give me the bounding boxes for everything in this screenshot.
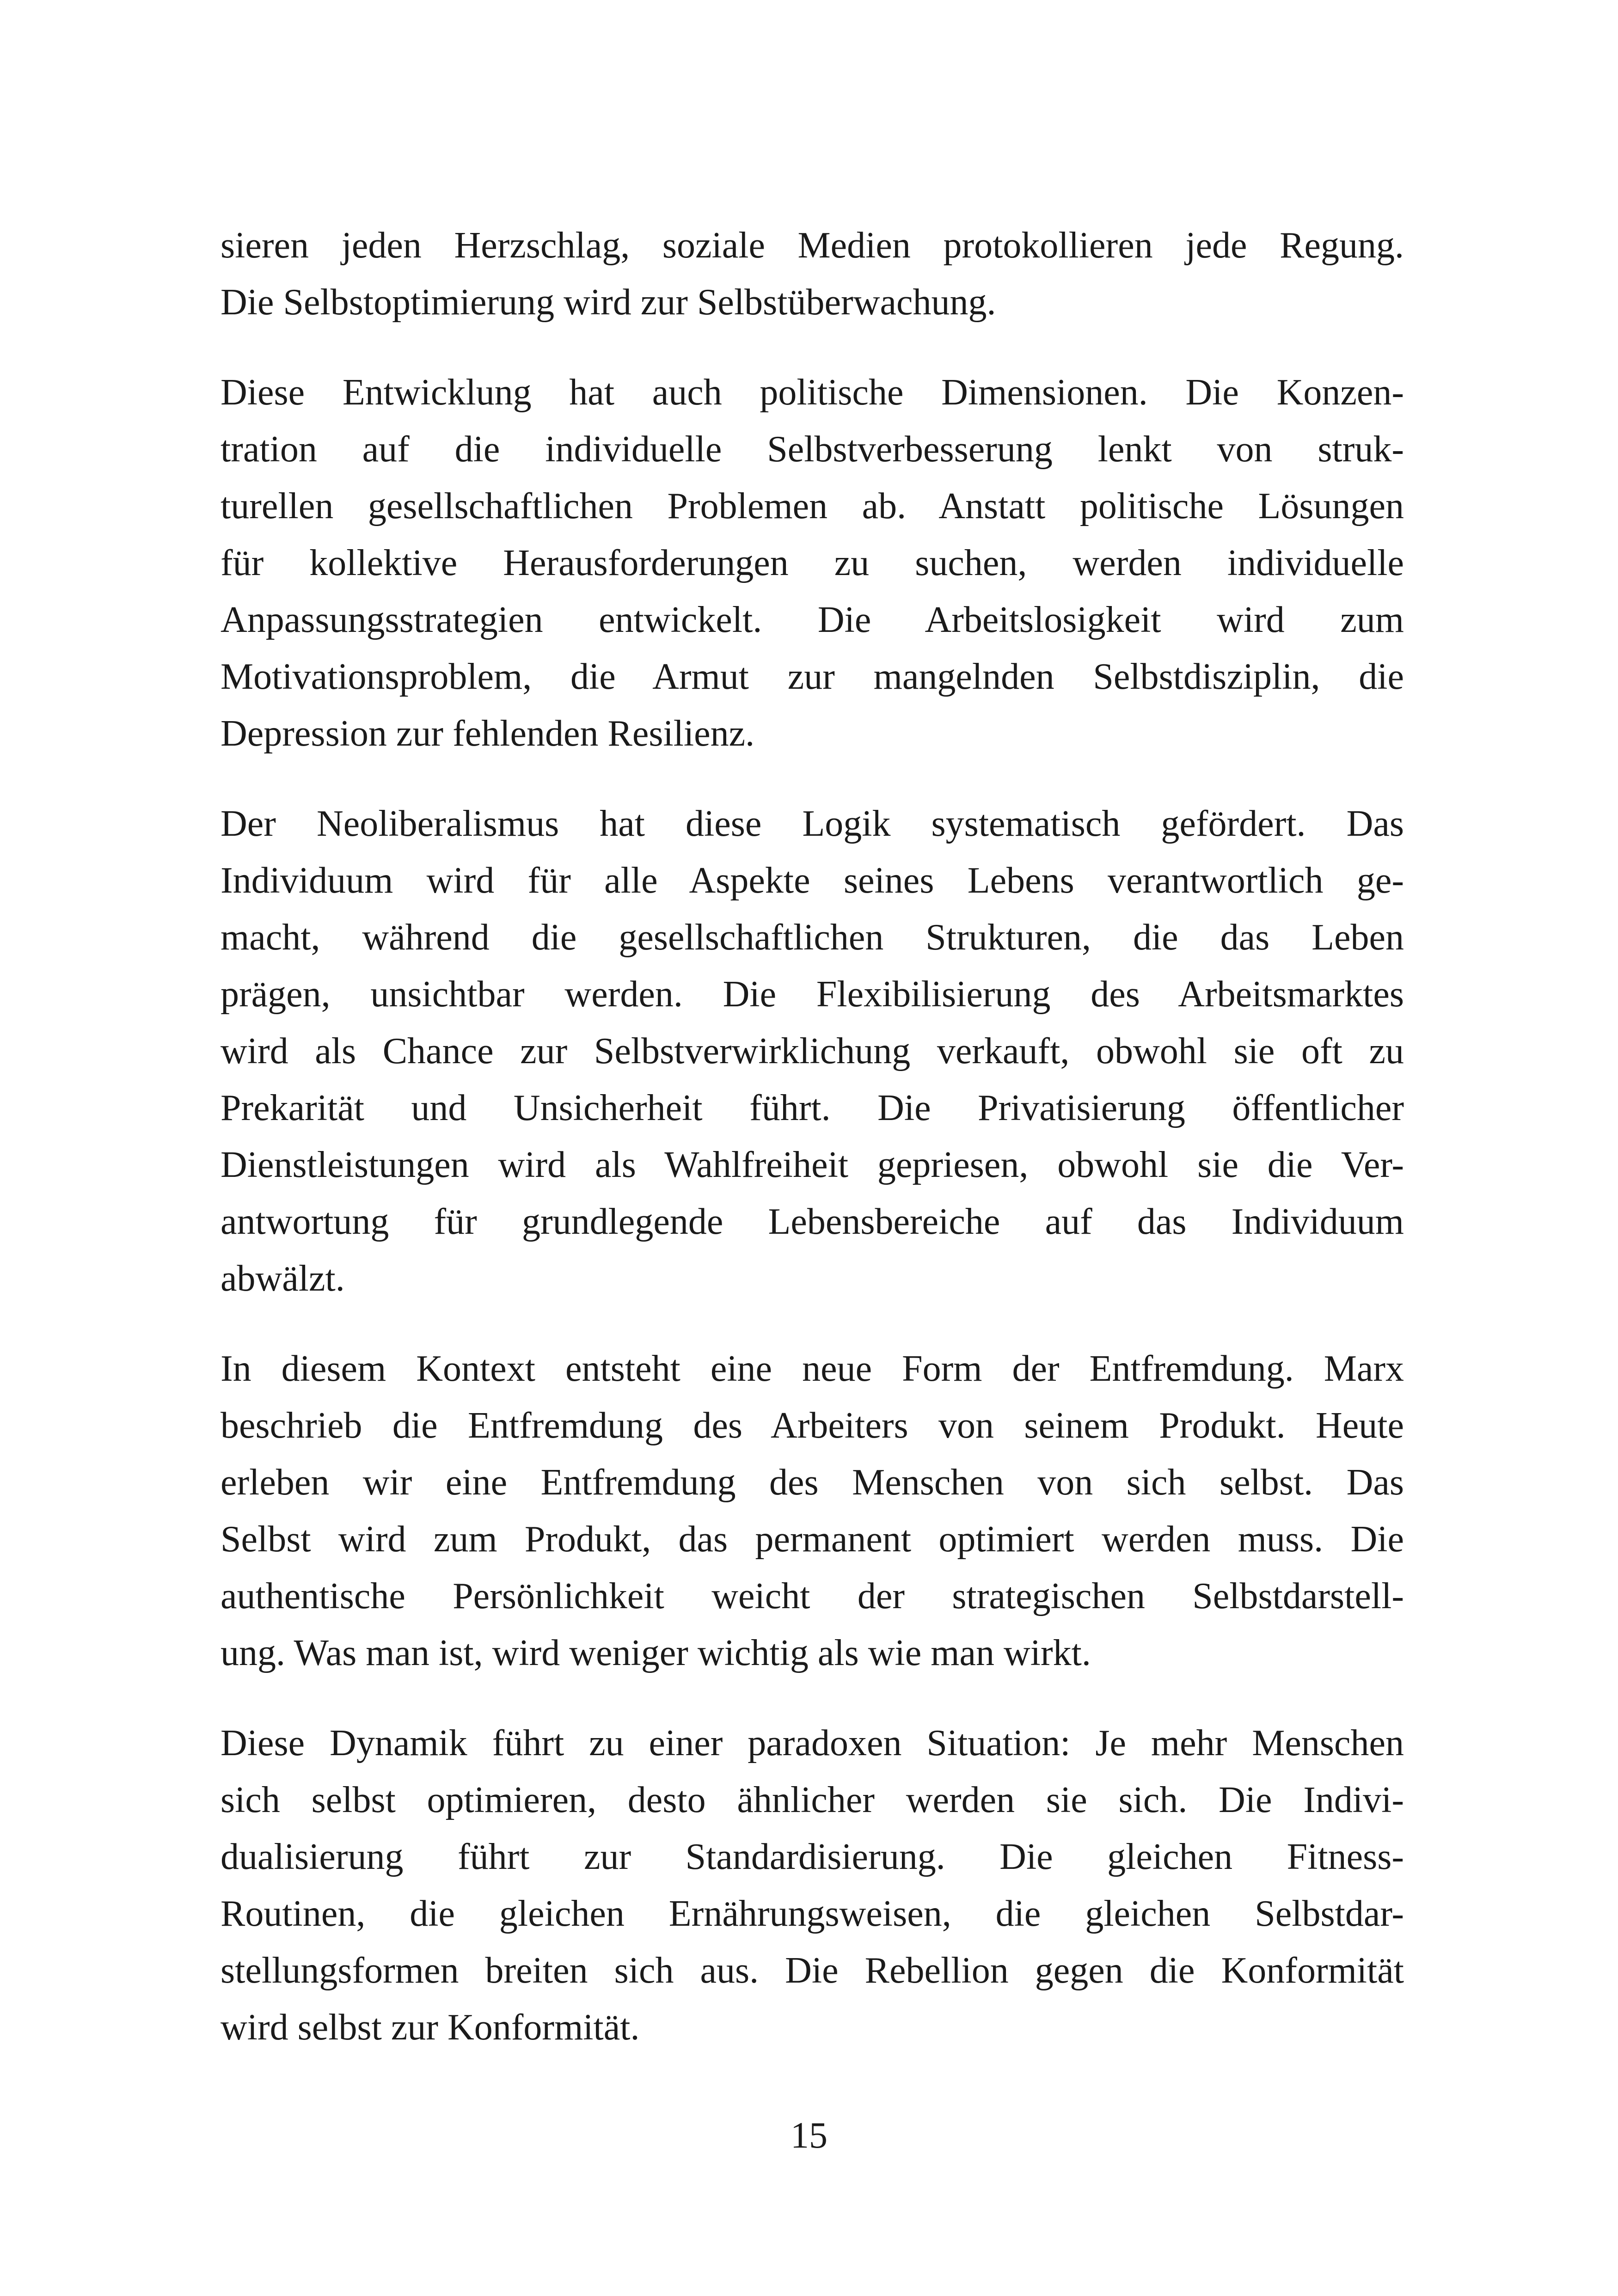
- text-line: abwälzt.: [221, 1258, 345, 1299]
- text-line: wird selbst zur Konformität.: [221, 2007, 640, 2048]
- text-line: wird als Chance zur Selbstverwirklichung verkauft, obwohl sie oft zu: [221, 1031, 1404, 1071]
- text-line: Routinen, die gleichen Ernährungsweisen, die gleichen Selbstdar-: [221, 1893, 1404, 1934]
- text-line: Anpassungsstrategien entwickelt. Die Arbeitslosigkeit wird zum: [221, 600, 1404, 640]
- text-line: für kollektive Herausforderungen zu suchen, werden individuelle: [221, 543, 1404, 583]
- text-line: ung. Was man ist, wird weniger wichtig als wie man wirkt.: [221, 1633, 1091, 1673]
- text-line: Depression zur fehlenden Resilienz.: [221, 713, 755, 754]
- text-line: prägen, unsichtbar werden. Die Flexibilisierung des Arbeitsmarktes: [221, 974, 1404, 1015]
- text-line: Selbst wird zum Produkt, das permanent optimiert werden muss. Die: [221, 1519, 1404, 1560]
- text-line: stellungsformen breiten sich aus. Die Rebellion gegen die Konformität: [221, 1950, 1404, 1991]
- text-line: Dienstleistungen wird als Wahlfreiheit gepriesen, obwohl sie die Ver-: [221, 1145, 1404, 1185]
- paragraph-2: [221, 364, 1404, 762]
- text-line: beschrieb die Entfremdung des Arbeiters von seinem Produkt. Heute: [221, 1405, 1404, 1446]
- paragraph-4: [221, 1341, 1404, 1682]
- text-line: tration auf die individuelle Selbstverbesserung lenkt von struk-: [221, 429, 1404, 470]
- text-line: erleben wir eine Entfremdung des Menschen von sich selbst. Das: [221, 1462, 1404, 1503]
- text-line: In diesem Kontext entsteht eine neue Form der Entfremdung. Marx: [221, 1348, 1404, 1389]
- text-line: sich selbst optimieren, desto ähnlicher werden sie sich. Die Indivi-: [221, 1780, 1404, 1820]
- text-line: macht, während die gesellschaftlichen Strukturen, die das Leben: [221, 917, 1404, 958]
- body-text: [221, 217, 1404, 2056]
- text-line: Die Selbstoptimierung wird zur Selbstüberwachung.: [221, 282, 996, 323]
- text-line: authentische Persönlichkeit weicht der strategischen Selbstdarstell-: [221, 1576, 1404, 1616]
- text-line: Motivationsproblem, die Armut zur mangelnden Selbstdisziplin, die: [221, 656, 1404, 697]
- text-line: Prekarität und Unsicherheit führt. Die Privatisierung öffentlicher: [221, 1088, 1404, 1128]
- text-line: turellen gesellschaftlichen Problemen ab. Anstatt politische Lösungen: [221, 486, 1404, 527]
- page-number: 15: [791, 2115, 827, 2156]
- paragraph-5: [221, 1715, 1404, 2056]
- text-line: Der Neoliberalismus hat diese Logik systematisch gefördert. Das: [221, 803, 1404, 844]
- text-line: dualisierung führt zur Standardisierung. Die gleichen Fitness-: [221, 1837, 1404, 1877]
- text-line: sieren jeden Herzschlag, soziale Medien protokollieren jede Regung.: [221, 225, 1404, 266]
- paragraph-3: [221, 796, 1404, 1307]
- text-line: Diese Entwicklung hat auch politische Dimensionen. Die Konzen-: [221, 372, 1404, 413]
- paragraph-1: [221, 217, 1404, 331]
- text-line: antwortung für grundlegende Lebensbereiche auf das Individuum: [221, 1201, 1404, 1242]
- text-line: Diese Dynamik führt zu einer paradoxen Situation: Je mehr Menschen: [221, 1723, 1404, 1763]
- text-line: Individuum wird für alle Aspekte seines Lebens verantwortlich ge-: [221, 860, 1404, 901]
